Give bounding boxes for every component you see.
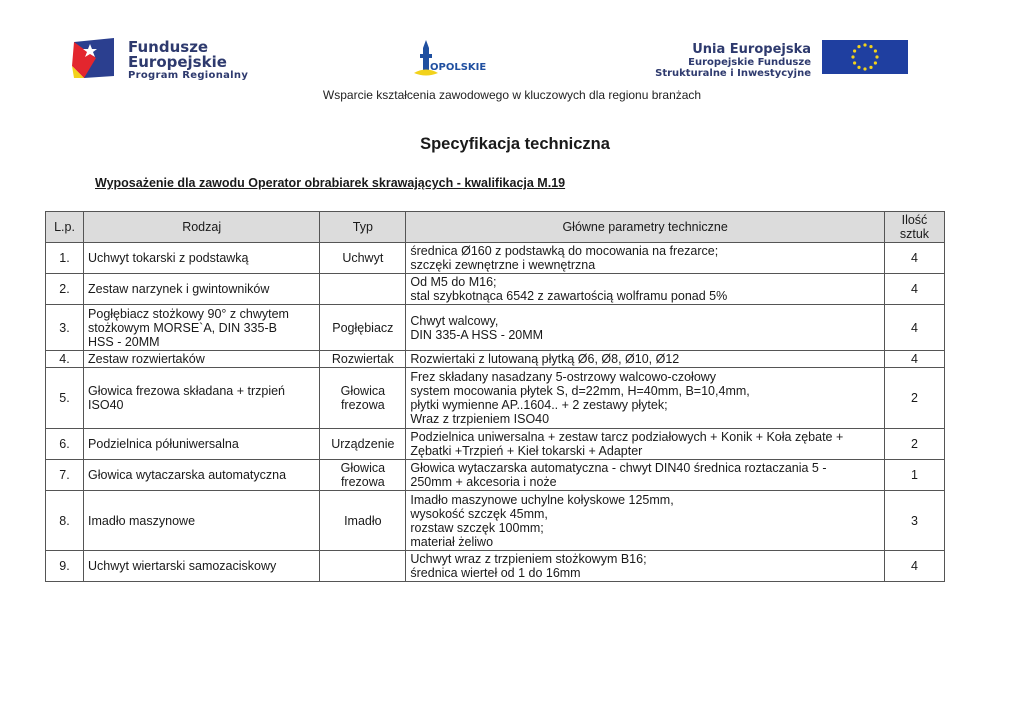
cell-params-line: wysokość szczęk 45mm, <box>410 506 548 521</box>
cell-rodzaj-line: Zestaw narzynek i gwintowników <box>88 282 270 296</box>
cell-lp: 6. <box>46 429 84 460</box>
table-row <box>46 491 945 551</box>
cell-params-line: Podzielnica uniwersalna + zestaw tarcz podziałowych + Konik + Koła zębate + <box>410 430 844 444</box>
cell-lp: 7. <box>46 460 84 491</box>
column-header-qty-line1: Ilość <box>901 213 928 227</box>
cell-params-line: 250mm + akcesoria i noże <box>410 475 557 489</box>
cell-rodzaj-line: Uchwyt tokarski z podstawką <box>88 251 249 265</box>
cell-typ <box>320 274 406 305</box>
logo-right-line3: Strukturalne i Inwestycyjne <box>655 68 811 79</box>
cell-rodzaj <box>84 429 320 460</box>
cell-rodzaj <box>84 243 320 274</box>
cell-qty: 4 <box>884 351 944 368</box>
cell-rodzaj-line: Głowica wytaczarska automatyczna <box>88 468 287 482</box>
cell-params-line: stal szybkotnąca 6542 z zawartością wolframu ponad 5% <box>410 289 728 303</box>
header-subtitle: Wsparcie kształcenia zawodowego w kluczowych dla regionu branżach <box>322 88 702 102</box>
table-row <box>46 305 945 351</box>
cell-rodzaj <box>84 491 320 551</box>
table-row <box>46 243 945 274</box>
table-row <box>46 368 945 429</box>
cell-params <box>406 351 885 368</box>
opolskie-label: OPOLSKIE <box>430 62 487 73</box>
cell-lp: 8. <box>46 491 84 551</box>
cell-params-line: Głowica wytaczarska automatyczna - chwyt DIN40 średnica roztaczania 5 - <box>410 461 827 475</box>
column-header-params: Główne parametry techniczne <box>406 212 885 243</box>
cell-typ-line: Głowica <box>340 384 386 398</box>
cell-rodzaj-line: Podzielnica półuniwersalna <box>88 437 239 451</box>
cell-params-line: płytki wymienne AP..1604.. + 2 zestawy płytek; <box>410 398 668 412</box>
cell-params <box>406 460 885 491</box>
cell-qty: 4 <box>884 243 944 274</box>
cell-typ-line: Imadło <box>344 513 382 528</box>
cell-params <box>406 429 885 460</box>
cell-rodzaj-line: Uchwyt wiertarski samozaciskowy <box>88 559 277 573</box>
cell-qty: 3 <box>884 491 944 551</box>
cell-lp: 9. <box>46 551 84 582</box>
cell-qty: 4 <box>884 274 944 305</box>
cell-params-line: szczęki zewnętrzne i wewnętrzna <box>410 258 596 272</box>
cell-typ-line: frezowa <box>340 398 385 412</box>
cell-params <box>406 274 885 305</box>
logo-bar <box>0 30 1024 90</box>
cell-params-line: Zębatki +Trzpień + Kieł tokarski + Adapter <box>410 444 643 458</box>
cell-rodzaj-line: Głowica frezowa składana + trzpień <box>88 384 286 398</box>
logo-left-line3: Program Regionalny <box>128 70 249 81</box>
cell-lp: 3. <box>46 305 84 351</box>
logo-left-line2: Europejskie <box>128 53 227 71</box>
specification-table <box>45 211 945 582</box>
cell-rodzaj <box>84 305 320 351</box>
cell-params-line: Frez składany nasadzany 5-ostrzowy walcowo-czołowy <box>410 370 717 384</box>
cell-qty: 4 <box>884 551 944 582</box>
cell-typ-line: Urządzenie <box>331 437 395 451</box>
eu-flag-icon <box>822 40 908 74</box>
cell-typ-line: Pogłębiacz <box>332 320 394 335</box>
cell-typ <box>320 368 406 429</box>
table-body <box>46 243 945 582</box>
cell-rodzaj-line: Imadło maszynowe <box>88 513 196 528</box>
cell-rodzaj <box>84 460 320 491</box>
table-row <box>46 460 945 491</box>
cell-typ-line: Uchwyt <box>342 251 384 265</box>
cell-rodzaj <box>84 368 320 429</box>
cell-params-line: Chwyt walcowy, <box>410 313 499 328</box>
section-heading: Wyposażenie dla zawodu Operator obrabiarek skrawających - kwalifikacja M.19 <box>95 176 566 190</box>
fundusze-europejskie-logo <box>70 36 270 86</box>
cell-params-line: Od M5 do M16; <box>410 275 497 289</box>
column-header-qty-line2: sztuk <box>899 227 930 241</box>
cell-qty: 1 <box>884 460 944 491</box>
table-row <box>46 351 945 368</box>
cell-typ <box>320 305 406 351</box>
cell-qty: 2 <box>884 368 944 429</box>
cell-qty: 4 <box>884 305 944 351</box>
cell-params-line: średnica Ø160 z podstawką do mocowania na frezarce; <box>410 244 719 258</box>
cell-rodzaj-line: ISO40 <box>88 398 124 412</box>
logo-right-line1: Unia Europejska <box>692 42 811 57</box>
cell-typ <box>320 491 406 551</box>
cell-params-line: rozstaw szczęk 100mm; <box>410 520 544 535</box>
cell-lp: 2. <box>46 274 84 305</box>
page-title: Specyfikacja techniczna <box>420 135 610 153</box>
column-header-lp: L.p. <box>46 212 84 243</box>
logo-right-line2: Europejskie Fundusze <box>688 57 811 68</box>
cell-typ-line: frezowa <box>340 475 385 489</box>
cell-lp: 1. <box>46 243 84 274</box>
cell-typ <box>320 460 406 491</box>
cell-typ-line: Rozwiertak <box>331 352 394 366</box>
cell-rodzaj <box>84 551 320 582</box>
cell-lp: 5. <box>46 368 84 429</box>
table-row <box>46 551 945 582</box>
table-header-row <box>46 212 945 243</box>
cell-params-line: Imadło maszynowe uchylne kołyskowe 125mm, <box>410 492 674 507</box>
cell-lp: 4. <box>46 351 84 368</box>
cell-params <box>406 551 885 582</box>
cell-params <box>406 491 885 551</box>
table-row <box>46 274 945 305</box>
fundusze-europejskie-flag-icon <box>70 36 118 80</box>
cell-rodzaj <box>84 351 320 368</box>
cell-rodzaj-line: Zestaw rozwiertaków <box>88 352 205 366</box>
cell-rodzaj-line: Pogłębiacz stożkowy 90° z chwytem <box>88 306 289 321</box>
cell-rodzaj-line: stożkowym MORSE`A, DIN 335-B <box>88 320 277 335</box>
cell-typ-line: Głowica <box>340 461 386 475</box>
cell-params-line: system mocowania płytek S, d=22mm, H=40mm, B=10,4mm, <box>410 384 750 398</box>
cell-params-line: Uchwyt wraz z trzpieniem stożkowym B16; <box>410 552 647 566</box>
cell-rodzaj <box>84 274 320 305</box>
cell-typ <box>320 243 406 274</box>
column-header-qty <box>884 212 944 243</box>
column-header-typ: Typ <box>320 212 406 243</box>
cell-qty: 2 <box>884 429 944 460</box>
column-header-rodzaj: Rodzaj <box>84 212 320 243</box>
cell-params-line: średnica wierteł od 1 do 16mm <box>410 566 581 580</box>
cell-params-line: Wraz z trzpieniem ISO40 <box>410 412 550 426</box>
cell-params <box>406 243 885 274</box>
unia-europejska-logo <box>636 40 911 80</box>
cell-params <box>406 368 885 429</box>
cell-params-line: materiał żeliwo <box>410 534 494 549</box>
cell-typ <box>320 351 406 368</box>
cell-params-line: DIN 335-A HSS - 20MM <box>410 327 544 342</box>
cell-rodzaj-line: HSS - 20MM <box>88 334 160 349</box>
cell-params-line: Rozwiertaki z lutowaną płytką Ø6, Ø8, Ø10, Ø12 <box>410 352 680 366</box>
cell-params <box>406 305 885 351</box>
table-row <box>46 429 945 460</box>
opolskie-logo <box>398 40 508 80</box>
cell-typ <box>320 551 406 582</box>
logo-left-line1: Fundusze <box>128 38 209 56</box>
cell-typ <box>320 429 406 460</box>
